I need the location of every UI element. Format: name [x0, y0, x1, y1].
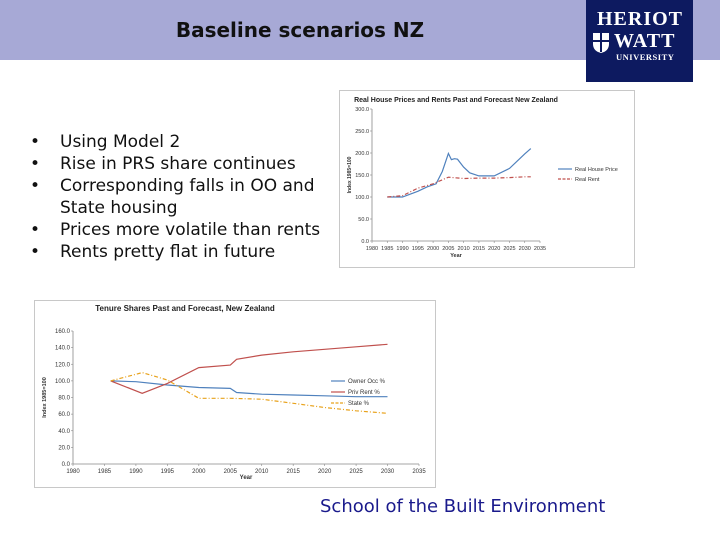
y-tick-label: 40.0 [58, 428, 70, 435]
y-tick-label: 160.0 [54, 329, 70, 335]
y-tick-label: 250.0 [355, 129, 369, 135]
series-line [111, 344, 388, 393]
bullet-item: • Rise in PRS share continues [30, 153, 330, 175]
x-tick-label: 1995 [160, 469, 175, 475]
x-tick-label: 1985 [381, 246, 394, 252]
y-tick-label: 100.0 [355, 195, 369, 201]
series-line [387, 149, 531, 197]
x-axis-label: Year [450, 253, 462, 259]
y-tick-label: 300.0 [355, 107, 369, 113]
y-tick-label: 100.0 [54, 378, 70, 385]
x-tick-label: 2015 [286, 469, 300, 475]
y-tick-label: 50.0 [358, 217, 369, 223]
tenure-shares-chart-svg [35, 301, 435, 487]
chart-title: Real House Prices and Rents Past and Forecast New Zealand [354, 97, 558, 104]
y-tick-label: 0.0 [361, 239, 369, 245]
legend-label: State % [348, 401, 370, 407]
tenure-shares-chart [34, 300, 436, 488]
x-tick-label: 2005 [442, 246, 455, 252]
bullet-list [30, 131, 330, 263]
x-tick-label: 2030 [518, 246, 531, 252]
x-tick-label: 2000 [192, 469, 206, 475]
x-tick-label: 2000 [426, 246, 440, 252]
x-tick-label: 2010 [255, 469, 269, 475]
x-tick-label: 2035 [533, 246, 547, 252]
x-tick-label: 2010 [457, 246, 470, 252]
chart-title: Tenure Shares Past and Forecast, New Zealand [95, 304, 275, 313]
x-tick-label: 2005 [223, 469, 237, 475]
x-tick-label: 1995 [411, 246, 424, 252]
y-tick-label: 0.0 [61, 462, 70, 468]
logo-line-2: WATT [614, 30, 676, 52]
bullet-item: • Prices more volatile than rents [30, 219, 330, 241]
crest-icon [592, 32, 610, 54]
house-prices-chart [339, 90, 635, 268]
x-tick-label: 2020 [317, 469, 332, 475]
x-tick-label: 2025 [349, 469, 363, 475]
slide-title: Baseline scenarios NZ [175, 18, 425, 42]
house-prices-chart-svg [340, 91, 634, 267]
y-axis-label: Index 1985=100 [347, 156, 353, 194]
x-tick-label: 1980 [66, 469, 80, 475]
y-tick-label: 80.0 [58, 395, 70, 402]
x-tick-label: 2020 [488, 246, 501, 252]
y-tick-label: 20.0 [58, 445, 70, 452]
y-tick-label: 60.0 [58, 412, 70, 419]
legend-label: Owner Occ % [348, 379, 386, 385]
x-tick-label: 2025 [503, 246, 516, 252]
x-tick-label: 2015 [472, 246, 486, 252]
x-tick-label: 1985 [97, 469, 112, 475]
y-tick-label: 200.0 [355, 151, 369, 157]
bullet-item: • Corresponding falls in OO and State housing [30, 175, 330, 219]
logo-line-1: HERIOT [596, 8, 684, 30]
footer-text: School of the Built Environment [320, 496, 606, 517]
series-line [387, 177, 531, 197]
bullet-item: • Using Model 2 [30, 131, 330, 153]
legend-label: Real House Price [575, 167, 618, 173]
x-tick-label: 1990 [396, 246, 409, 252]
x-tick-label: 2035 [412, 469, 426, 475]
bullet-item: • Rents pretty flat in future [30, 241, 330, 263]
y-tick-label: 120.0 [54, 362, 70, 369]
x-tick-label: 2030 [380, 469, 395, 475]
x-tick-label: 1990 [129, 469, 143, 475]
university-logo [586, 0, 693, 82]
logo-line-3: UNIVERSITY [616, 52, 675, 62]
legend-label: Real Rent [575, 177, 600, 183]
y-tick-label: 140.0 [54, 345, 70, 352]
x-tick-label: 1980 [365, 246, 379, 252]
legend-label: Priv Rent % [348, 390, 380, 396]
y-tick-label: 150.0 [355, 173, 369, 179]
y-axis-label: Index 1985=100 [42, 377, 48, 418]
x-axis-label: Year [239, 475, 253, 481]
